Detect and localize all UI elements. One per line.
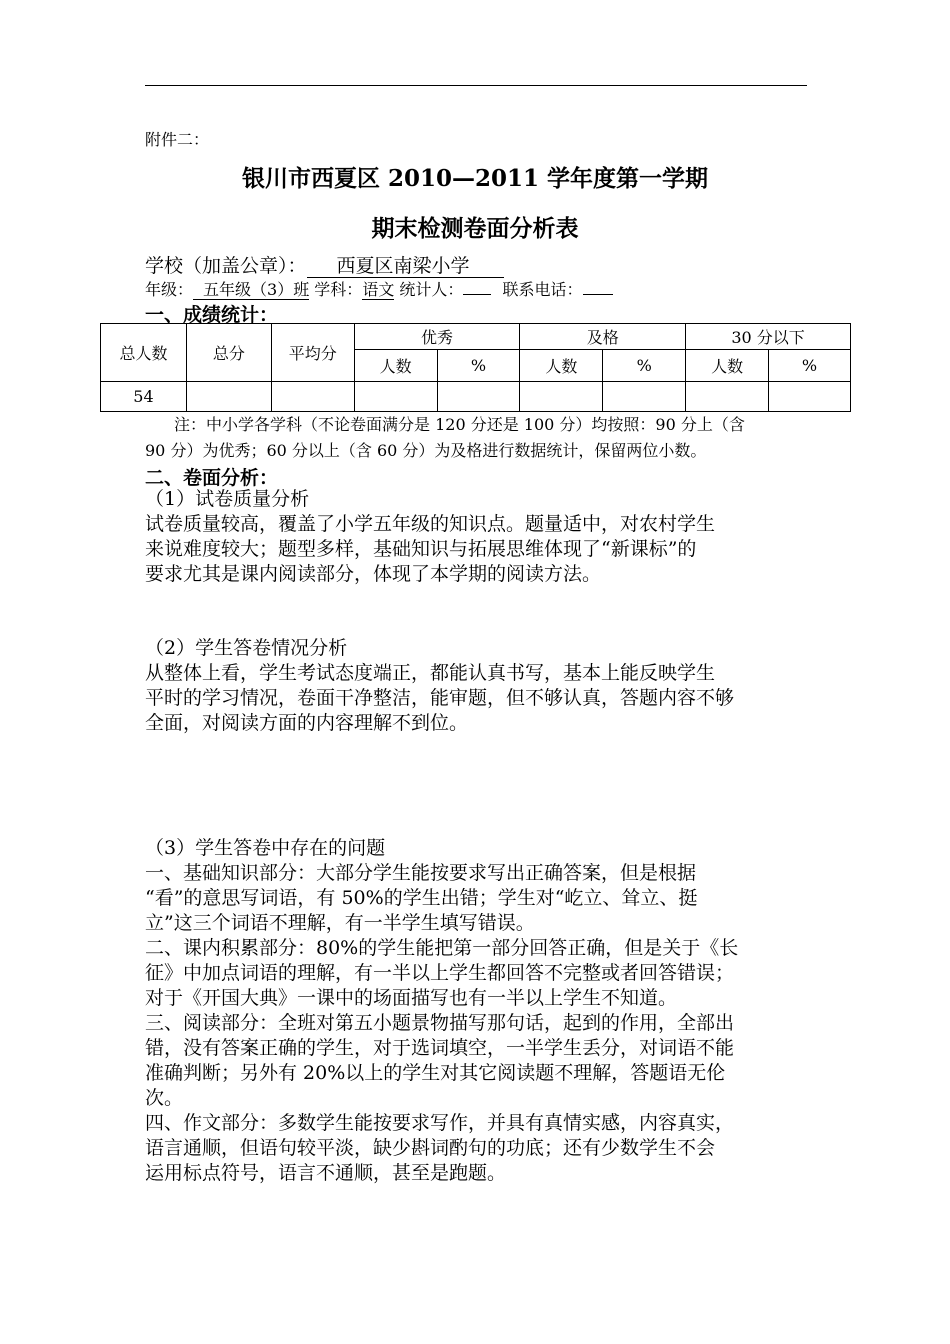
cell-pass-percent [603,382,686,412]
sub2-section [145,636,810,736]
sub3-line: 征》中加点词语的理解，有一半以上学生都回答不完整或者回答错误； [145,962,735,984]
sub3-line: 一、基础知识部分：大部分学生能按要求写出正确答案，但是根据 [145,862,697,884]
header-excellent: 优秀 [354,324,520,350]
section2-heading: 二、卷面分析： [145,467,279,489]
grade-value: 五年级（3）班 [193,281,309,300]
school-line [145,251,504,278]
school-value: 西夏区南梁小学 [307,256,504,278]
document-subtitle: 期末检测卷面分析表 [371,215,579,242]
subject-label: 学科： [314,280,363,299]
note-line-2: 90 分）为优秀；60 分以上（含 60 分）为及格进行数据统计，保留两位小数。 [145,441,707,460]
grade-label: 年级： [145,280,194,299]
table-note [145,412,810,464]
phone-blank [583,280,613,295]
cell-excellent-percent [437,382,520,412]
subject-value: 语文 [362,280,395,299]
phone-label: 联系电话： [502,280,583,299]
attachment-label: 附件二： [145,130,210,149]
cell-below30-people [686,382,769,412]
sub3-section [145,836,810,1186]
sub2-heading: （2）学生答卷情况分析 [145,637,348,659]
section1-heading: 一、成绩统计： [145,304,279,326]
school-label: 学校（加盖公章）： [145,255,307,277]
header-pass-people: 人数 [520,350,603,382]
sub3-line: 四、作文部分：多数学生能按要求写作，并具有真情实感，内容真实， [145,1112,735,1134]
sub1-section [145,487,810,587]
sub1-line: 要求尤其是课内阅读部分，体现了本学期的阅读方法。 [145,563,602,585]
header-below30-people: 人数 [686,350,769,382]
statistician-blank [463,280,491,295]
sub3-line: 准确判断；另外有 20%以上的学生对其它阅读题不理解，答题语无伦 [145,1062,726,1084]
sub3-line: 语言通顺，但语句较平淡，缺少斟词酌句的功底；还有少数学生不会 [145,1137,716,1159]
header-total-score: 总分 [186,324,271,382]
note-line-1: 注：中小学各学科（不论卷面满分是 120 分还是 100 分）均按照：90 分上（含 [174,415,745,434]
cell-total-people: 54 [101,382,187,412]
cell-below30-percent [769,382,851,412]
sub3-line: 次。 [145,1087,184,1109]
statistician-label: 统计人： [399,280,464,299]
document-title: 银川市西夏区 2010—2011 学年度第一学期 [241,165,709,192]
header-rule [145,85,807,86]
sub3-line: 运用标点符号，语言不通顺，甚至是跑题。 [145,1162,507,1184]
sub3-line: 三、阅读部分：全班对第五小题景物描写那句话，起到的作用，全部出 [145,1012,735,1034]
sub3-line: 立”这三个词语不理解，有一半学生填写错误。 [145,912,535,934]
sub2-line: 从整体上看，学生考试态度端正，都能认真书写，基本上能反映学生 [145,662,716,684]
sub2-line: 全面，对阅读方面的内容理解不到位。 [145,712,469,734]
header-below30-percent: % [769,350,851,382]
sub1-line: 试卷质量较高，覆盖了小学五年级的知识点。题量适中，对农村学生 [145,513,716,535]
sub1-heading: （1）试卷质量分析 [145,488,310,510]
header-below30: 30 分以下 [686,324,851,350]
sub1-line: 来说难度较大；题型多样，基础知识与拓展思维体现了“新课标”的 [145,538,697,560]
score-stats-table [100,323,851,412]
sub3-line: 二、课内积累部分：80%的学生能把第一部分回答正确，但是关于《长 [145,937,739,959]
grade-line [145,277,613,300]
sub2-line: 平时的学习情况，卷面干净整洁，能审题，但不够认真，答题内容不够 [145,687,735,709]
header-total-people: 总人数 [101,324,187,382]
sub3-line: 对于《开国大典》一课中的场面描写也有一半以上学生不知道。 [145,987,678,1009]
cell-excellent-people [354,382,437,412]
header-excellent-percent: % [437,350,520,382]
sub3-line: 错，没有答案正确的学生，对于选词填空，一半学生丢分，对词语不能 [145,1037,735,1059]
header-pass: 及格 [520,324,686,350]
header-pass-percent: % [603,350,686,382]
sub3-line: “看”的意思写词语，有 50%的学生出错；学生对“屹立、耸立、挺 [145,887,698,909]
cell-average [271,382,354,412]
cell-pass-people [520,382,603,412]
sub3-heading: （3）学生答卷中存在的问题 [145,837,386,859]
header-excellent-people: 人数 [354,350,437,382]
cell-total-score [186,382,271,412]
header-average: 平均分 [271,324,354,382]
